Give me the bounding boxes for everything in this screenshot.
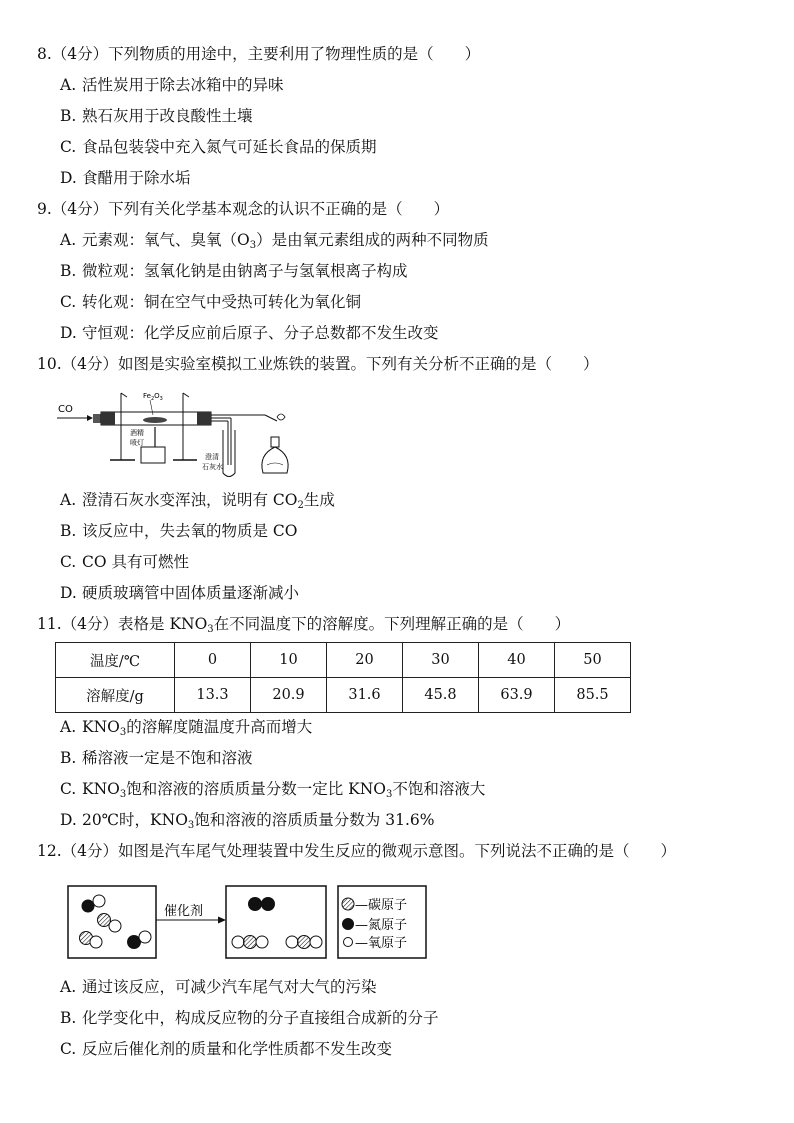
q12-option-c: C. 反应后催化剂的质量和化学性质都不发生改变 <box>60 1040 393 1058</box>
q12-option-a: A. 通过该反应，可减少汽车尾气对大气的污染 <box>60 978 377 996</box>
q10-option-b: B. 该反应中，失去氧的物质是 CO <box>60 522 298 540</box>
question-12-stem: 12.（4分）如图是汽车尾气处理装置中发生反应的微观示意图。下列说法不正确的是（ ） <box>37 842 677 860</box>
legend-nitrogen: —氮原子 <box>355 918 408 933</box>
limewater-label-2: 石灰水 <box>202 463 223 471</box>
question-10-stem: 10.（4分）如图是实验室模拟工业炼铁的装置。下列有关分析不正确的是（ ） <box>37 355 599 373</box>
q10-option-a: A. 澄清石灰水变浑浊，说明有 $CO_2$生成 <box>60 491 335 511</box>
q10-option-d: D. 硬质玻璃管中固体质量逐渐减小 <box>60 584 300 602</box>
q9-option-b: B. 微粒观：氢氧化钠是由钠离子与氢氧根离子构成 <box>60 262 408 280</box>
catalyst-label: 催化剂 <box>164 904 204 919</box>
table-cell: 63.9 <box>479 678 555 713</box>
carbon-legend-icon <box>342 898 354 910</box>
q11-option-b: B. 稀溶液一定是不饱和溶液 <box>60 749 253 767</box>
legend-carbon: —碳原子 <box>355 898 408 913</box>
solubility-table <box>55 642 631 713</box>
table-cell: 13.3 <box>175 678 251 713</box>
table-cell: 85.5 <box>555 678 631 713</box>
iron-smelting-apparatus-figure <box>55 385 315 485</box>
q8-option-a: A. 活性炭用于除去冰箱中的异味 <box>60 76 284 94</box>
table-cell: 31.6 <box>327 678 403 713</box>
table-cell: 45.8 <box>403 678 479 713</box>
q9-option-c: C. 转化观：铜在空气中受热可转化为氧化铜 <box>60 293 362 311</box>
table-cell: 20 <box>327 643 403 678</box>
q8-option-d: D. 食醋用于除水垢 <box>60 169 191 187</box>
q9-option-d: D. 守恒观：化学反应前后原子、分子总数都不发生改变 <box>60 324 439 342</box>
table-cell: 30 <box>403 643 479 678</box>
question-11-stem: 11.（4分）表格是 $KNO_3$在不同温度下的溶解度。下列理解正确的是（ ） <box>37 615 571 635</box>
table-cell: 40 <box>479 643 555 678</box>
oxygen-legend-icon <box>344 938 353 947</box>
co-label: CO <box>58 404 73 415</box>
legend-oxygen: —氧原子 <box>355 936 408 951</box>
table-row <box>56 678 631 713</box>
q11-option-c: C. $KNO_3$饱和溶液的溶质质量分数一定比 $KNO_3$不饱和溶液大 <box>60 780 486 800</box>
q11-option-a: A. $KNO_3$的溶解度随温度升高而增大 <box>60 718 313 738</box>
lamp-label-2: 喷灯 <box>130 439 144 447</box>
q8-option-b: B. 熟石灰用于改良酸性土壤 <box>60 107 253 125</box>
table-header-solubility: 溶解度/g <box>56 678 175 713</box>
fe2o3-label: $Fe_2O_3$ <box>143 392 163 402</box>
reaction-micro-diagram-figure <box>60 880 440 965</box>
table-cell: 10 <box>251 643 327 678</box>
q10-option-c: C. CO 具有可燃性 <box>60 553 189 571</box>
q11-option-d: D. 20℃时，$KNO_3$饱和溶液的溶质质量分数为 31.6% <box>60 811 435 831</box>
nitrogen-legend-icon <box>342 918 354 930</box>
question-9-stem: 9.（4分）下列有关化学基本观念的认识不正确的是（ ） <box>37 200 450 218</box>
table-cell: 0 <box>175 643 251 678</box>
question-8-stem: 8.（4分）下列物质的用途中，主要利用了物理性质的是（ ） <box>37 45 481 63</box>
q12-option-b: B. 化学变化中，构成反应物的分子直接组合成新的分子 <box>60 1009 439 1027</box>
q8-option-c: C. 食品包装袋中充入氮气可延长食品的保质期 <box>60 138 377 156</box>
lamp-label-1: 酒精 <box>130 429 144 437</box>
q9-option-a: A. 元素观：氧气、臭氧$(O_3)$是由氧元素组成的两种不同物质 <box>60 231 489 251</box>
table-row <box>56 643 631 678</box>
table-header-temperature: 温度/℃ <box>56 643 175 678</box>
table-cell: 20.9 <box>251 678 327 713</box>
table-cell: 50 <box>555 643 631 678</box>
limewater-label-1: 澄清 <box>205 453 219 461</box>
